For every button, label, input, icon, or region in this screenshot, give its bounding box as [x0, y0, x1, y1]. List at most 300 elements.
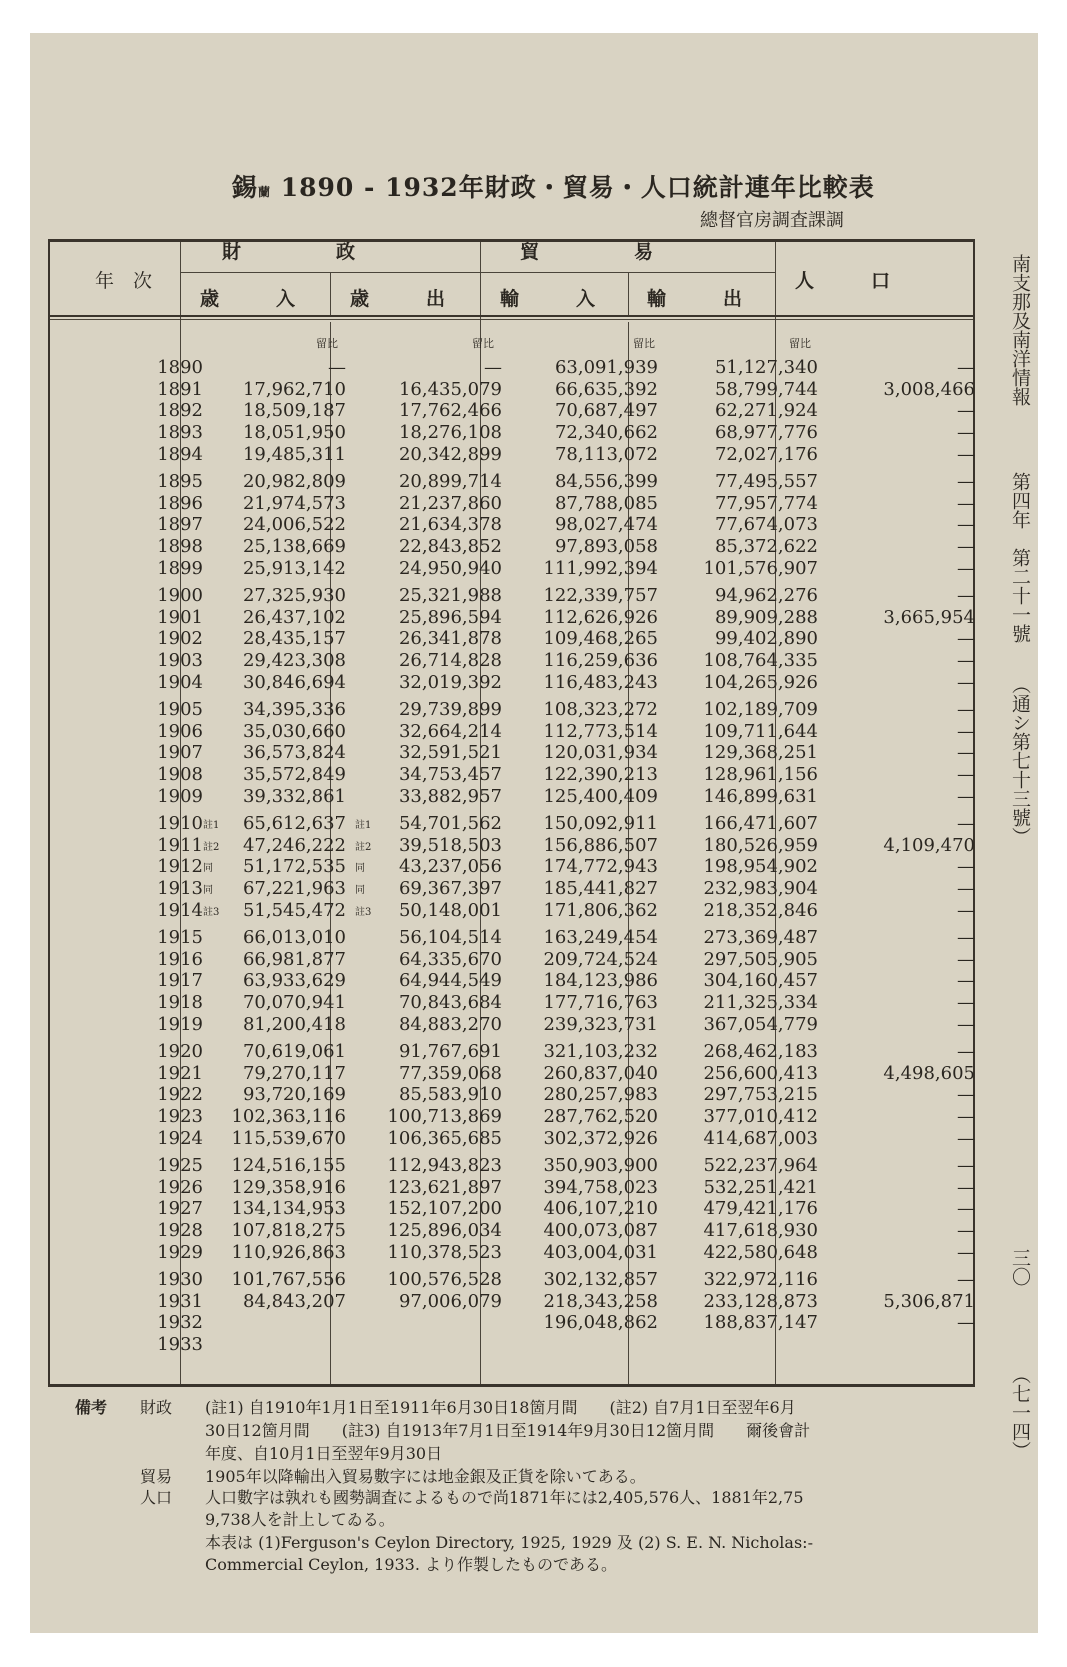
row-year: 1920: [157, 1041, 203, 1062]
cell-expenditure: 16,435,079: [398, 378, 502, 400]
cell-revenue: 70,619,061: [242, 1041, 346, 1062]
cell-revenue: 65,612,637: [242, 813, 346, 834]
cell-revenue: 115,539,670: [231, 1127, 346, 1149]
cell-revenue: 34,395,336: [242, 699, 346, 720]
row-year: 1916: [157, 948, 203, 970]
cell-population: —: [957, 357, 975, 378]
cell-expenditure: 34,753,457: [398, 764, 502, 786]
table-rule: [180, 272, 775, 273]
cell-population: —: [957, 899, 975, 921]
row-year: 1893: [157, 422, 203, 444]
cell-export: 377,010,412: [703, 1106, 818, 1128]
table-divider: [330, 272, 331, 315]
row-year: 1931: [157, 1290, 203, 1312]
cell-import: 120,031,934: [543, 742, 658, 764]
cell-revenue: 26,437,102: [242, 606, 346, 628]
cell-export: 256,600,413: [703, 1062, 818, 1084]
cell-population: —: [957, 927, 975, 948]
row-year: 1927: [157, 1198, 203, 1220]
cell-export: 414,687,003: [703, 1127, 818, 1149]
cell-expenditure: 69,367,397: [398, 878, 502, 900]
cell-expenditure: 32,019,392: [398, 671, 502, 693]
cell-population: —: [957, 1176, 975, 1198]
row-year: 1902: [157, 628, 203, 650]
cell-expenditure: 112,943,823: [387, 1155, 502, 1176]
cell-population: —: [957, 1041, 975, 1062]
title-main: 1890 - 1932年財政・貿易・人口統計連年比較表: [280, 173, 875, 202]
cell-export: 51,127,340: [714, 357, 818, 378]
header-finance: 財 政: [222, 241, 356, 263]
cell-expenditure: 18,276,108: [398, 422, 502, 444]
cell-export: 322,972,116: [703, 1269, 818, 1290]
cell-population: 3,665,954: [883, 606, 975, 628]
cell-export: 99,402,890: [714, 628, 818, 650]
cell-expenditure: 100,713,869: [387, 1106, 502, 1128]
cell-revenue: 20,982,809: [242, 471, 346, 492]
cell-revenue: 19,485,311: [242, 443, 346, 465]
cell-revenue: 70,070,941: [242, 992, 346, 1014]
cell-import: 112,773,514: [543, 720, 658, 742]
remarks-trade-line: 1905年以降輸出入貿易數字には地金銀及正貨を除いてある。: [205, 1467, 646, 1486]
cell-expenditure: 64,335,670: [398, 948, 502, 970]
cell-export: 77,495,557: [714, 471, 818, 492]
cell-export: 367,054,779: [703, 1013, 818, 1035]
cell-export: 101,576,907: [703, 557, 818, 579]
cell-revenue: 101,767,556: [231, 1269, 346, 1290]
unit-label: 留比: [633, 337, 655, 350]
row-year: 1900: [157, 585, 203, 606]
cell-revenue: 93,720,169: [242, 1084, 346, 1106]
cell-export: 211,325,334: [703, 992, 818, 1014]
cell-revenue: 107,818,275: [231, 1220, 346, 1242]
cell-export: 94,962,276: [714, 585, 818, 606]
cell-export: 304,160,457: [703, 970, 818, 992]
cell-export: 273,369,487: [703, 927, 818, 948]
cell-revenue: 51,172,535: [242, 856, 346, 878]
table-rule: [50, 319, 973, 320]
cell-revenue: 18,051,950: [242, 422, 346, 444]
revenue-note-marker: 同: [203, 863, 213, 875]
cell-export: 85,372,622: [714, 536, 818, 558]
cell-revenue: 18,509,187: [242, 400, 346, 422]
row-year: 1894: [157, 443, 203, 465]
row-year: 1915: [157, 927, 203, 948]
header-import: 輸 入: [500, 288, 596, 310]
cell-revenue: 25,913,142: [242, 557, 346, 579]
cell-population: 4,498,605: [883, 1062, 975, 1084]
row-year: 1896: [157, 492, 203, 514]
table-rule: [50, 315, 973, 317]
cell-revenue: 36,573,824: [242, 742, 346, 764]
cell-import: 287,762,520: [543, 1106, 658, 1128]
cell-expenditure: 25,321,988: [398, 585, 502, 606]
row-year: 1930: [157, 1269, 203, 1290]
row-year: 1917: [157, 970, 203, 992]
cell-expenditure: 26,714,828: [398, 650, 502, 672]
cell-import: 302,372,926: [543, 1127, 658, 1149]
cell-population: —: [957, 785, 975, 807]
cell-export: 188,837,147: [703, 1312, 818, 1334]
cell-expenditure: —: [484, 357, 502, 378]
row-year: 1929: [157, 1241, 203, 1263]
cell-export: 422,580,648: [703, 1241, 818, 1263]
cell-expenditure: 84,883,270: [398, 1013, 502, 1035]
cell-import: 184,123,986: [543, 970, 658, 992]
cell-revenue: 28,435,157: [242, 628, 346, 650]
cell-revenue: 17,962,710: [242, 378, 346, 400]
unit-label: 留比: [472, 337, 494, 350]
cell-population: —: [957, 742, 975, 764]
cell-population: —: [957, 422, 975, 444]
cell-population: —: [957, 471, 975, 492]
row-year: 1924: [157, 1127, 203, 1149]
cell-export: 417,618,930: [703, 1220, 818, 1242]
cell-import: 87,788,085: [554, 492, 658, 514]
cell-population: —: [957, 650, 975, 672]
cell-revenue: 79,270,117: [242, 1062, 346, 1084]
row-year: 1932: [157, 1312, 203, 1334]
expenditure-note-marker: 同: [355, 863, 365, 875]
cell-import: 218,343,258: [543, 1290, 658, 1312]
remarks-finance-label: 財政: [140, 1398, 173, 1417]
cell-population: —: [957, 492, 975, 514]
cell-import: 78,113,072: [554, 443, 658, 465]
expenditure-note-marker: 註2: [355, 841, 372, 853]
cell-population: —: [957, 536, 975, 558]
row-year: 1890: [157, 357, 203, 378]
row-year: 1903: [157, 650, 203, 672]
cell-export: 108,764,335: [703, 650, 818, 672]
expenditure-note-marker: 同: [355, 885, 365, 897]
remarks-population-line: 人口數字は孰れも國勢調査によるもので尚1871年には2,405,576人、1881年2,75: [205, 1488, 804, 1507]
cell-import: 70,687,497: [554, 400, 658, 422]
cell-expenditure: 26,341,878: [398, 628, 502, 650]
cell-population: —: [957, 1106, 975, 1128]
cell-import: 350,903,900: [543, 1155, 658, 1176]
cell-revenue: 29,423,308: [242, 650, 346, 672]
cell-export: 297,753,215: [703, 1084, 818, 1106]
cell-revenue: 24,006,522: [242, 514, 346, 536]
cell-import: 177,716,763: [543, 992, 658, 1014]
cell-revenue: 66,981,877: [242, 948, 346, 970]
unit-label: 留比: [789, 337, 811, 350]
cell-import: 403,004,031: [543, 1241, 658, 1263]
cell-population: —: [957, 1127, 975, 1149]
cell-population: 4,109,470: [883, 834, 975, 856]
cell-export: 104,265,926: [703, 671, 818, 693]
revenue-note-marker: 註1: [203, 820, 220, 831]
margin-volume: 第四年 第二十一號: [1009, 472, 1031, 643]
row-year: 1918: [157, 992, 203, 1014]
margin-page-number-alt: （七一四）: [1009, 1365, 1031, 1460]
cell-import: 108,323,272: [543, 699, 658, 720]
cell-export: 128,961,156: [703, 764, 818, 786]
cell-export: 233,128,873: [703, 1290, 818, 1312]
cell-import: 125,400,409: [543, 785, 658, 807]
cell-import: 209,724,524: [543, 948, 658, 970]
cell-revenue: 84,843,207: [242, 1290, 346, 1312]
cell-export: 146,899,631: [703, 785, 818, 807]
author-line: 總督官房調査課調: [700, 210, 844, 231]
header-export: 輸 出: [647, 288, 743, 310]
cell-import: 97,893,058: [554, 536, 658, 558]
cell-revenue: 27,325,930: [242, 585, 346, 606]
cell-revenue: 35,030,660: [242, 720, 346, 742]
cell-import: 72,340,662: [554, 422, 658, 444]
cell-import: 280,257,983: [543, 1084, 658, 1106]
cell-revenue: 81,200,418: [242, 1013, 346, 1035]
row-year: 1899: [157, 557, 203, 579]
row-year: 1911: [157, 834, 203, 856]
header-expenditure: 歳 出: [350, 288, 446, 310]
cell-population: —: [957, 585, 975, 606]
cell-expenditure: 70,843,684: [398, 992, 502, 1014]
row-year: 1922: [157, 1084, 203, 1106]
row-year: 1895: [157, 471, 203, 492]
remarks-trade-label: 貿易: [140, 1467, 173, 1486]
cell-export: 68,977,776: [714, 422, 818, 444]
revenue-note-marker: 註2: [203, 841, 220, 853]
cell-expenditure: 110,378,523: [387, 1241, 502, 1263]
cell-export: 522,237,964: [703, 1155, 818, 1176]
cell-expenditure: 20,899,714: [398, 471, 502, 492]
cell-expenditure: 21,237,860: [398, 492, 502, 514]
row-year: 1926: [157, 1176, 203, 1198]
row-year: 1912: [157, 856, 203, 878]
cell-expenditure: 24,950,940: [398, 557, 502, 579]
cell-import: 116,483,243: [543, 671, 658, 693]
cell-import: 112,626,926: [543, 606, 658, 628]
row-year: 1898: [157, 536, 203, 558]
cell-import: 321,103,232: [543, 1041, 658, 1062]
cell-export: 166,471,607: [703, 813, 818, 834]
cell-import: 394,758,023: [543, 1176, 658, 1198]
cell-export: 77,674,073: [714, 514, 818, 536]
cell-revenue: 110,926,863: [231, 1241, 346, 1263]
cell-population: —: [957, 948, 975, 970]
margin-page-number: 三〇: [1009, 1248, 1031, 1286]
cell-import: 174,772,943: [543, 856, 658, 878]
cell-import: 260,837,040: [543, 1062, 658, 1084]
cell-population: —: [957, 1013, 975, 1035]
cell-expenditure: 39,518,503: [398, 834, 502, 856]
cell-revenue: 66,013,010: [242, 927, 346, 948]
cell-population: —: [957, 1269, 975, 1290]
row-year: 1909: [157, 785, 203, 807]
cell-revenue: 51,545,472: [242, 899, 346, 921]
cell-expenditure: 106,365,685: [387, 1127, 502, 1149]
cell-import: 98,027,474: [554, 514, 658, 536]
remarks-label: 備考: [75, 1398, 108, 1417]
cell-population: —: [957, 443, 975, 465]
cell-population: —: [957, 970, 975, 992]
cell-population: —: [957, 764, 975, 786]
cell-expenditure: 43,237,056: [398, 856, 502, 878]
row-year: 1907: [157, 742, 203, 764]
cell-population: —: [957, 1220, 975, 1242]
cell-population: 3,008,466: [883, 378, 975, 400]
cell-import: 400,073,087: [543, 1220, 658, 1242]
cell-expenditure: 77,359,068: [398, 1062, 502, 1084]
row-year: 1921: [157, 1062, 203, 1084]
row-year: 1901: [157, 606, 203, 628]
cell-revenue: 63,933,629: [242, 970, 346, 992]
cell-export: 129,368,251: [703, 742, 818, 764]
row-year: 1897: [157, 514, 203, 536]
cell-import: 196,048,862: [543, 1312, 658, 1334]
cell-expenditure: 100,576,528: [387, 1269, 502, 1290]
cell-revenue: 30,846,694: [242, 671, 346, 693]
cell-export: 218,352,846: [703, 899, 818, 921]
cell-expenditure: 85,583,910: [398, 1084, 502, 1106]
row-year: 1919: [157, 1013, 203, 1035]
cell-export: 532,251,421: [703, 1176, 818, 1198]
cell-expenditure: 50,148,001: [398, 899, 502, 921]
cell-population: —: [957, 813, 975, 834]
cell-revenue: 35,572,849: [242, 764, 346, 786]
cell-revenue: 25,138,669: [242, 536, 346, 558]
cell-population: —: [957, 878, 975, 900]
cell-import: 406,107,210: [543, 1198, 658, 1220]
cell-import: 150,092,911: [543, 813, 658, 834]
cell-export: 72,027,176: [714, 443, 818, 465]
margin-serial: （通シ第七十三號）: [1009, 675, 1031, 846]
row-year: 1891: [157, 378, 203, 400]
cell-import: 84,556,399: [554, 471, 658, 492]
cell-export: 232,983,904: [703, 878, 818, 900]
cell-revenue: 39,332,861: [242, 785, 346, 807]
cell-population: —: [957, 1241, 975, 1263]
cell-expenditure: 29,739,899: [398, 699, 502, 720]
cell-revenue: 129,358,916: [231, 1176, 346, 1198]
cell-import: 111,992,394: [543, 557, 658, 579]
cell-population: 5,306,871: [883, 1290, 975, 1312]
expenditure-note-marker: 註1: [355, 820, 372, 831]
cell-import: 109,468,265: [543, 628, 658, 650]
row-year: 1914: [157, 899, 203, 921]
cell-expenditure: 152,107,200: [387, 1198, 502, 1220]
row-year: 1923: [157, 1106, 203, 1128]
cell-expenditure: 56,104,514: [398, 927, 502, 948]
cell-population: —: [957, 671, 975, 693]
cell-revenue: 124,516,155: [231, 1155, 346, 1176]
cell-export: 102,189,709: [703, 699, 818, 720]
cell-expenditure: 32,664,214: [398, 720, 502, 742]
header-revenue: 歳 入: [200, 288, 296, 310]
cell-expenditure: 123,621,897: [387, 1176, 502, 1198]
table-divider: [628, 272, 629, 315]
cell-population: —: [957, 992, 975, 1014]
cell-export: 109,711,644: [703, 720, 818, 742]
page-title: [232, 168, 875, 204]
cell-export: 479,421,176: [703, 1198, 818, 1220]
cell-revenue: 102,363,116: [231, 1106, 346, 1128]
cell-import: 122,390,213: [543, 764, 658, 786]
cell-expenditure: 33,882,957: [398, 785, 502, 807]
row-year: 1892: [157, 400, 203, 422]
cell-revenue: —: [328, 357, 346, 378]
row-year: 1904: [157, 671, 203, 693]
header-year: 年 次: [95, 270, 153, 292]
row-year: 1908: [157, 764, 203, 786]
cell-export: 297,505,905: [703, 948, 818, 970]
cell-population: —: [957, 699, 975, 720]
cell-expenditure: 97,006,079: [398, 1290, 502, 1312]
header-trade: 貿 易: [520, 241, 654, 263]
cell-export: 268,462,183: [703, 1041, 818, 1062]
cell-import: 116,259,636: [543, 650, 658, 672]
cell-import: 156,886,507: [543, 834, 658, 856]
row-year: 1925: [157, 1155, 203, 1176]
cell-import: 63,091,939: [554, 357, 658, 378]
cell-import: 122,339,757: [543, 585, 658, 606]
cell-import: 66,635,392: [554, 378, 658, 400]
remarks-population-label: 人口: [140, 1488, 173, 1507]
cell-revenue: 47,246,222: [242, 834, 346, 856]
cell-population: —: [957, 1155, 975, 1176]
cell-population: —: [957, 856, 975, 878]
row-year: 1933: [157, 1334, 203, 1356]
row-year: 1913: [157, 878, 203, 900]
row-year: 1906: [157, 720, 203, 742]
cell-population: —: [957, 1198, 975, 1220]
unit-label: 留比: [316, 337, 338, 350]
cell-population: —: [957, 628, 975, 650]
cell-import: 239,323,731: [543, 1013, 658, 1035]
remarks-source-line: Commercial Ceylon, 1933. より作製したものである。: [205, 1555, 618, 1574]
cell-revenue: 67,221,963: [242, 878, 346, 900]
cell-import: 171,806,362: [543, 899, 658, 921]
revenue-note-marker: 同: [203, 885, 213, 897]
cell-population: —: [957, 720, 975, 742]
cell-expenditure: 32,591,521: [398, 742, 502, 764]
remarks-source-line: 本表は (1)Ferguson's Ceylon Directory, 1925, 1929 及 (2) S. E. N. Nicholas:-: [205, 1533, 813, 1552]
cell-expenditure: 21,634,378: [398, 514, 502, 536]
cell-expenditure: 20,342,899: [398, 443, 502, 465]
remarks-population-line: 9,738人を計上してゐる。: [205, 1510, 395, 1529]
expenditure-note-marker: 註3: [355, 906, 372, 918]
remarks-finance-line: (註1) 自1910年1月1日至1911年6月30日18箇月間 (註2) 自7月1日至翌年6月: [205, 1398, 796, 1417]
cell-population: —: [957, 514, 975, 536]
cell-import: 185,441,827: [543, 878, 658, 900]
cell-export: 77,957,774: [714, 492, 818, 514]
remarks-finance-line: 30日12箇月間 (註3) 自1913年7月1日至1914年9月30日12箇月間 爾後會計: [205, 1421, 811, 1440]
cell-revenue: 134,134,953: [231, 1198, 346, 1220]
cell-population: —: [957, 1084, 975, 1106]
row-year: 1928: [157, 1220, 203, 1242]
cell-expenditure: 22,843,852: [398, 536, 502, 558]
cell-revenue: 21,974,573: [242, 492, 346, 514]
cell-expenditure: 17,762,466: [398, 400, 502, 422]
cell-expenditure: 54,701,562: [398, 813, 502, 834]
row-year: 1910: [157, 813, 203, 834]
cell-export: 58,799,744: [714, 378, 818, 400]
cell-population: —: [957, 1312, 975, 1334]
cell-expenditure: 64,944,549: [398, 970, 502, 992]
cell-population: —: [957, 400, 975, 422]
margin-journal-title: 南支那及南洋情報: [1009, 254, 1031, 406]
title-prefix: 錫: [232, 173, 259, 202]
cell-export: 89,909,288: [714, 606, 818, 628]
cell-export: 62,271,924: [714, 400, 818, 422]
cell-import: 302,132,857: [543, 1269, 658, 1290]
cell-expenditure: 91,767,691: [398, 1041, 502, 1062]
remarks-finance-line: 年度、自10月1日至翌年9月30日: [205, 1444, 443, 1463]
header-population: 人 口: [795, 270, 891, 292]
cell-export: 198,954,902: [703, 856, 818, 878]
revenue-note-marker: 註3: [203, 906, 220, 918]
cell-import: 163,249,454: [543, 927, 658, 948]
